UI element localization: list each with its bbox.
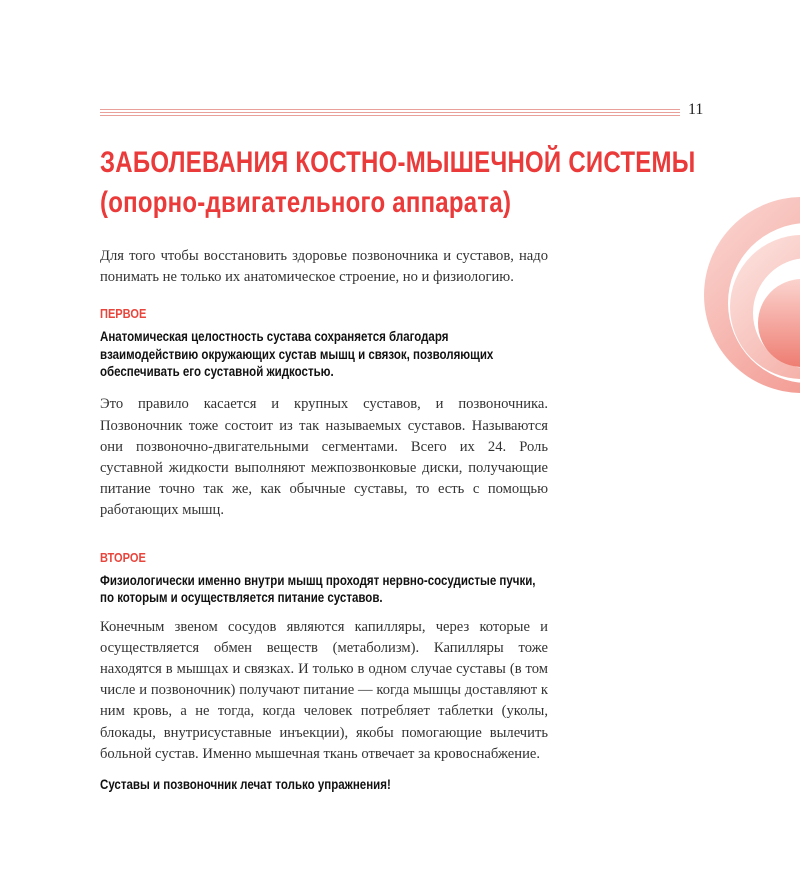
section-label-first: ПЕРВОЕ: [100, 306, 147, 322]
title-line-1: ЗАБОЛЕВАНИЯ КОСТНО-МЫШЕЧНОЙ СИСТЕМЫ: [100, 146, 696, 179]
lead-line: обеспечивать его суставной жидкостью.: [100, 364, 334, 380]
section-label-second: ВТОРОЕ: [100, 549, 146, 565]
lead-line: Физиологически именно внутри мышц проходят нервно-сосудистые пучки,: [100, 572, 536, 588]
main-content: [100, 246, 548, 796]
lead-line: взаимодействию окружающих сустав мышц и связок, позволяющих: [100, 346, 494, 362]
body-paragraph-second: Конечным звеном сосудов являются капилляры, через которые и осуществляется обмен веществ (метаболизм). Капилляры тоже находятся в мышцах и связках. И только в одном случае суставы (в том числе и позвоночник) получают питание — когда мышцы доставляют к ним кровь, а не тогда, когда человек потребляет таблетки (уколы, блокады, внутрисуставные инъекции), якобы помогающие вылечить больной сустав. Именно мышечная ткань отвечает за кровоснабжение.: [100, 618, 548, 762]
header-rule-line: [100, 115, 680, 116]
intro-paragraph: Для того чтобы восстановить здоровье позвоночника и суставов, надо понимать не только их анатомическое строение, но и физиологию.: [100, 248, 548, 286]
title-line-2: (опорно-двигательного аппарата): [100, 186, 512, 219]
header-rule-line: [100, 109, 680, 110]
lead-statement-second: [100, 572, 547, 608]
page-title: [100, 143, 696, 223]
closing-statement: [100, 776, 547, 796]
body-paragraph-first: Это правило касается и крупных суставов, и позвоночника. Позвоночник тоже состоит из так называемых суставов. Называются они позвоночно-двигательными сегментами. Всего их 24. Роль суставной жидкости выполняют межпозвонковые диски, получающие питание точно так же, как обычные суставы, то есть с помощью работающих мышц.: [100, 396, 548, 519]
header-rule-line: [100, 112, 680, 113]
page-number: 11: [688, 101, 704, 118]
lead-statement-first: [100, 328, 547, 382]
decorative-circles-graphic: [690, 195, 800, 415]
closing-line: Суставы и позвоночник лечат только упражнения!: [100, 777, 391, 793]
lead-line: по которым и осуществляется питание суставов.: [100, 590, 383, 606]
lead-line: Анатомическая целостность сустава сохраняется благодаря: [100, 329, 449, 345]
